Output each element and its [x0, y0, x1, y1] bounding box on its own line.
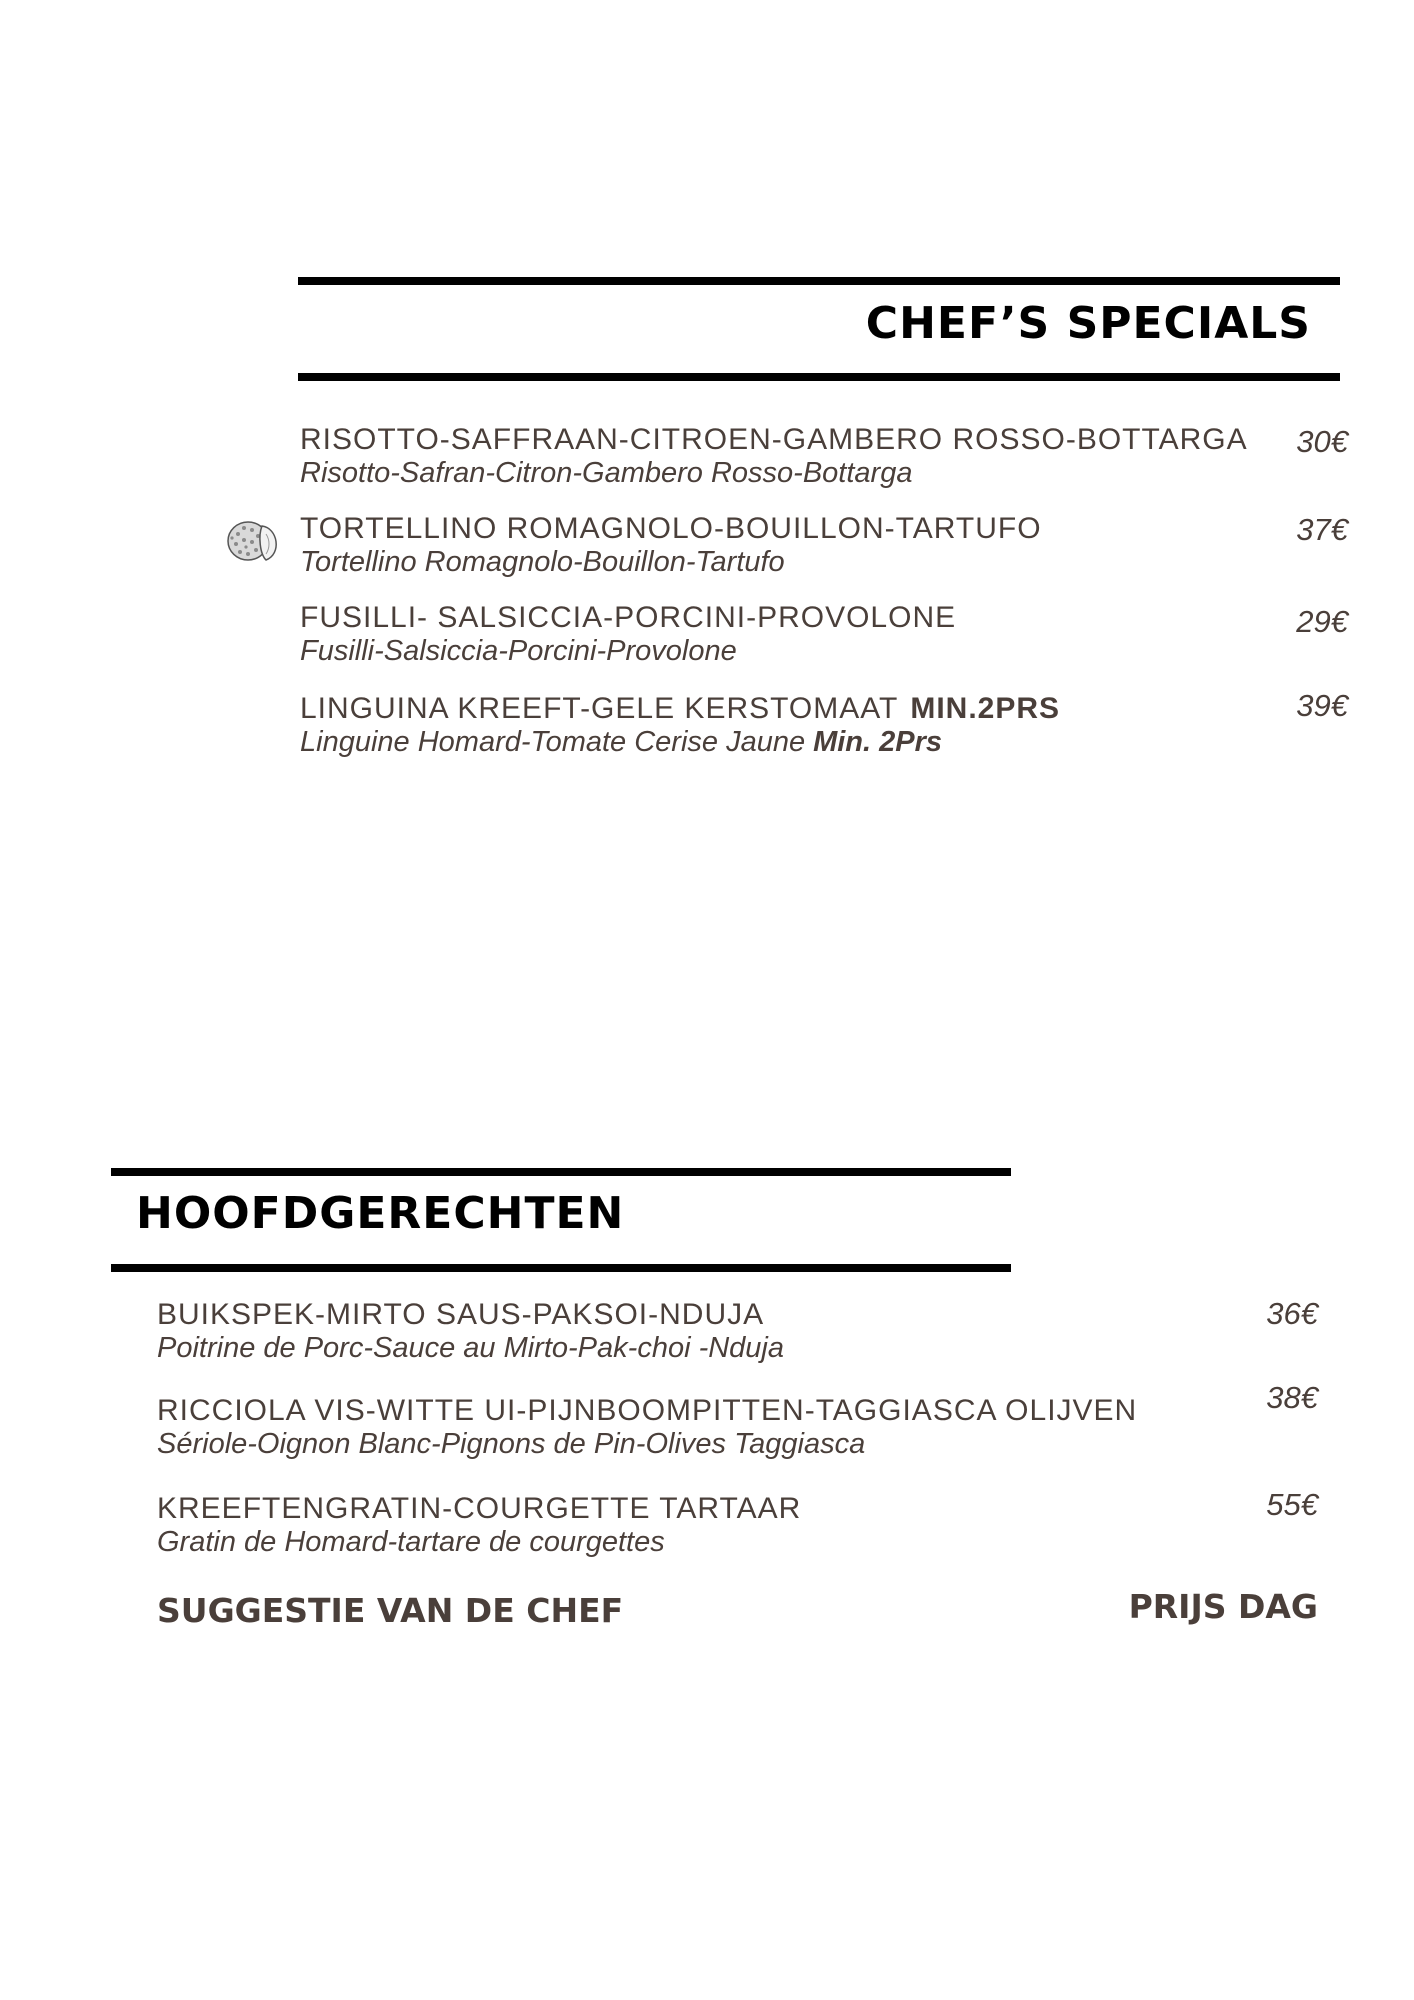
dish-name-text: LINGUINA KREEFT-GELE KERSTOMAAT — [300, 692, 899, 725]
dish-name: RISOTTO-SAFFRAAN-CITROEN-GAMBERO ROSSO-BOTTARGA — [300, 423, 1248, 456]
chefs-specials-bottom-rule — [298, 373, 1340, 381]
dish-price: 36€ — [1266, 1296, 1318, 1331]
dish-name: RICCIOLA VIS-WITTE UI-PIJNBOOMPITTEN-TAGGIASCA OLIJVEN — [157, 1394, 1138, 1427]
menu-item — [157, 1298, 784, 1364]
menu-item — [157, 1492, 801, 1558]
hoofdgerechten-top-rule — [111, 1168, 1011, 1176]
chefs-specials-title: CHEF’S SPECIALS — [865, 298, 1311, 349]
dish-name: BUIKSPEK-MIRTO SAUS-PAKSOI-NDUJA — [157, 1298, 765, 1331]
chefs-specials-top-rule — [298, 277, 1340, 285]
dish-translation: Poitrine de Porc-Sauce au Mirto-Pak-choi -Nduja — [157, 1332, 784, 1364]
dish-name: FUSILLI- SALSICCIA-PORCINI-PROVOLONE — [300, 601, 957, 634]
dish-translation: Gratin de Homard-tartare de courgettes — [157, 1526, 665, 1558]
dish-translation-text: Linguine Homard-Tomate Cerise Jaune — [300, 726, 806, 758]
chef-suggestion-price: PRIJS DAG — [1128, 1587, 1318, 1626]
dish-translation — [300, 726, 1060, 758]
menu-item — [300, 512, 1042, 578]
dish-price: 39€ — [1296, 688, 1348, 723]
dish-price: 30€ — [1296, 424, 1348, 459]
menu-item — [157, 1394, 1137, 1460]
hoofdgerechten-title: HOOFDGERECHTEN — [136, 1188, 625, 1239]
menu-item — [300, 692, 1060, 758]
chef-suggestion-label: SUGGESTIE VAN DE CHEF — [157, 1591, 624, 1630]
minimum-persons-note: Min. 2Prs — [813, 726, 943, 758]
dish-price: 38€ — [1266, 1380, 1318, 1415]
hoofdgerechten-bottom-rule — [111, 1264, 1011, 1272]
dish-price: 37€ — [1296, 512, 1348, 547]
minimum-persons-note: MIN.2PRS — [910, 692, 1061, 725]
dish-price: 29€ — [1296, 604, 1348, 639]
menu-item — [300, 601, 956, 667]
dish-price: 55€ — [1266, 1487, 1318, 1522]
dish-translation: Risotto-Safran-Citron-Gambero Rosso-Bottarga — [300, 457, 913, 489]
truffle-icon — [222, 514, 286, 568]
menu-item — [300, 423, 1248, 489]
dish-name: KREEFTENGRATIN-COURGETTE TARTAAR — [157, 1492, 802, 1525]
dish-name — [300, 692, 1060, 726]
dish-name: TORTELLINO ROMAGNOLO-BOUILLON-TARTUFO — [300, 512, 1042, 545]
dish-translation: Sériole-Oignon Blanc-Pignons de Pin-Olives Taggiasca — [157, 1428, 866, 1460]
dish-translation: Tortellino Romagnolo-Bouillon-Tartufo — [300, 546, 785, 578]
dish-translation: Fusilli-Salsiccia-Porcini-Provolone — [300, 635, 737, 667]
